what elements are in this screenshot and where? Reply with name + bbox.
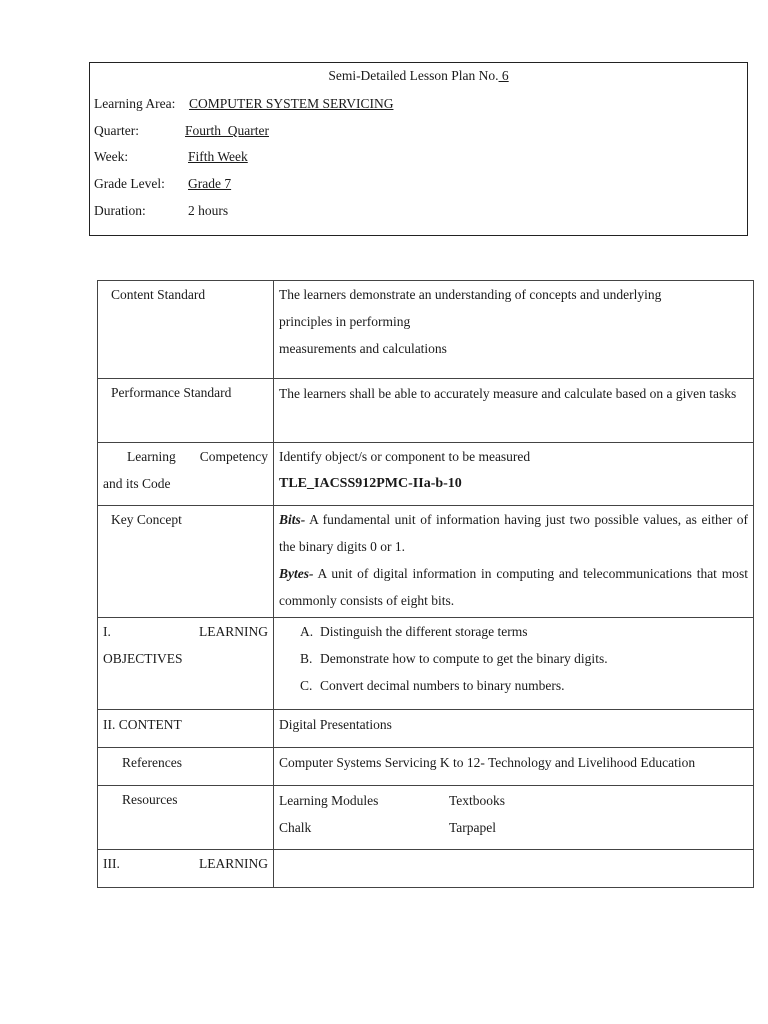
learning-area-row (94, 96, 394, 112)
resources-label: Resources (98, 786, 274, 850)
plan-number: 6 (498, 68, 509, 83)
quarter-value: Fourth Quarter (185, 123, 269, 138)
bytes-term: Bytes- (279, 566, 314, 581)
content-label: II. CONTENT (98, 710, 274, 748)
bytes-definition: A unit of digital information in computing and telecommunications that most commonly consists of eight bits. (279, 566, 748, 608)
list-item: A. Distinguish the different storage terms (300, 624, 528, 639)
resources-row (98, 786, 754, 850)
grade-level-row (94, 176, 232, 192)
resource-item: Tarpapel (449, 820, 497, 835)
list-item: B. Demonstrate how to compute to get the binary digits. (300, 651, 608, 666)
grade-level-label: Grade Level: (94, 176, 165, 191)
learning-text (274, 850, 754, 888)
learning-row (98, 850, 754, 888)
lesson-plan-title: Semi-Detailed Lesson Plan No. 6 (328, 68, 509, 83)
learning-area-value: COMPUTER SYSTEM SERVICING (189, 96, 394, 111)
resource-item: Textbooks (449, 793, 506, 808)
duration-value: 2 hours (188, 203, 229, 218)
lesson-plan-header (89, 62, 748, 236)
week-value: Fifth Week (188, 149, 248, 164)
learning-objectives-list (274, 618, 754, 710)
resource-item: Learning Modules (279, 793, 379, 808)
performance-standard-row (98, 379, 754, 443)
resource-item: Chalk (279, 820, 312, 835)
learning-competency-row (98, 443, 754, 506)
duration-row (94, 203, 229, 219)
lesson-plan-table (97, 280, 754, 888)
content-row (98, 710, 754, 748)
content-standard-label: Content Standard (98, 281, 274, 379)
grade-level-value: Grade 7 (188, 176, 232, 191)
learning-competency-label: Learning Competency and its Code (98, 443, 274, 506)
learning-area-label: Learning Area: (94, 96, 176, 111)
performance-standard-label: Performance Standard (98, 379, 274, 443)
resources-list (274, 786, 754, 850)
performance-standard-text: The learners shall be able to accurately measure and calculate based on a given tasks (274, 379, 754, 443)
references-label: References (98, 748, 274, 786)
quarter-row (94, 123, 269, 139)
content-standard-row (98, 281, 754, 379)
key-concept-row (98, 506, 754, 618)
content-standard-text: The learners demonstrate an understanding of concepts and underlying principles in performing measurements and calculations (274, 281, 754, 379)
content-text: Digital Presentations (274, 710, 754, 748)
duration-label: Duration: (94, 203, 146, 218)
bits-definition: A fundamental unit of information having just two possible values, as either of the binary digits 0 or 1. (279, 512, 748, 554)
list-item: C. Convert decimal numbers to binary numbers. (300, 678, 565, 693)
key-concept-text (274, 506, 754, 618)
learning-label: III. LEARNING (98, 850, 274, 888)
learning-objectives-label: I. LEARNING OBJECTIVES (98, 618, 274, 710)
learning-objectives-row (98, 618, 754, 710)
competency-code: TLE_IACSS912PMC-IIa-b-10 (279, 476, 462, 491)
learning-competency-text: Identify object/s or component to be measured TLE_IACSS912PMC-IIa-b-10 (274, 443, 754, 506)
bits-term: Bits- (279, 512, 306, 527)
references-text: Computer Systems Servicing K to 12- Technology and Livelihood Education (274, 748, 754, 786)
week-row (94, 149, 248, 165)
week-label: Week: (94, 149, 129, 164)
key-concept-label: Key Concept (98, 506, 274, 618)
quarter-label: Quarter: (94, 123, 139, 138)
references-row (98, 748, 754, 786)
